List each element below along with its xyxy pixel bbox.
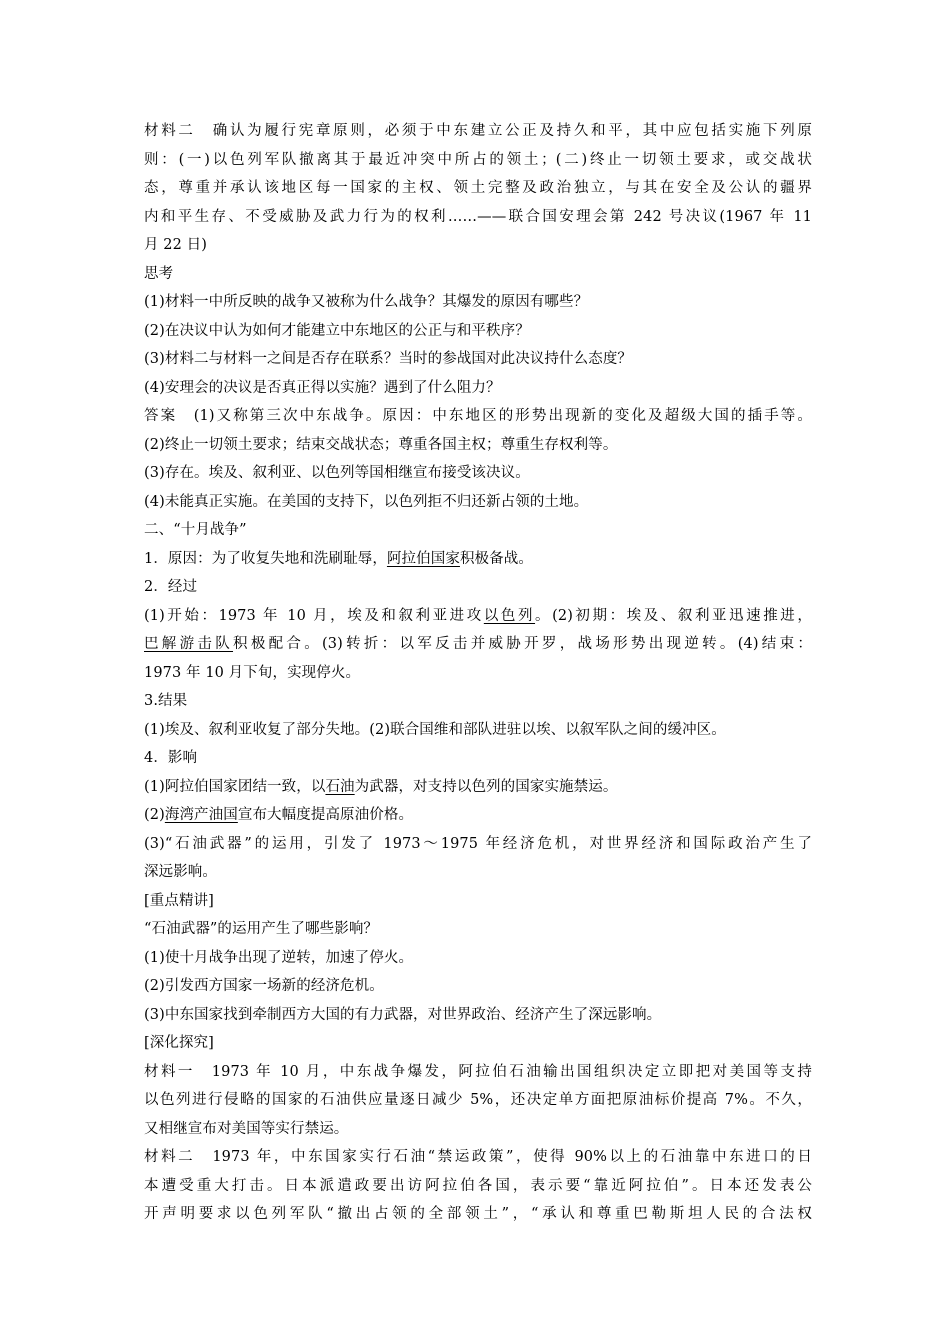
text-line: 又相继宣布对美国等实行禁运。 [144,1120,349,1137]
text-segment: 为武器，对支持以色列的国家实施禁运。 [354,778,618,795]
text-segment: (2) [144,807,165,823]
text-line [144,602,812,631]
text-line [144,630,812,659]
question-item: (3)材料二与材料一之间是否存在联系？当时的参战国对此决议持什么态度？ [144,351,633,367]
answer-item: (4)未能真正实施。在美国的支持下，以色列拒不归还新占领的土地。 [144,493,589,510]
text-line: 以色列进行侵略的国家的石油供应量逐日减少 5%，还决定单方面把原油标价提高 7%。不久， [144,1092,812,1108]
text-line: 1973 年 10 月下旬，实现停火。 [144,664,361,681]
text-line: 深远影响。 [144,864,217,880]
text-line [144,801,812,830]
text-segment: 1．原因：为了收复失地和洗刷耻辱， [144,550,387,567]
answer-item: (3)存在。埃及、叙利亚、以色列等国相继宣布接受该决议。 [144,465,530,481]
document-body [144,117,812,1229]
text-line: 材料一 1973 年 10 月，中东战争爆发，阿拉伯石油输出国组织决定立即把对美国等支持 [144,1063,812,1080]
text-line: 则：(一)以色列军队撤离其于最近冲突中所占的领土；(二)终止一切领土要求，或交战状 [144,151,812,168]
answer-item: 答案 (1)又称第三次中东战争。原因：中东地区的形势出现新的变化及超级大国的插手等。 [144,408,812,424]
text-line: 月 22 日) [144,237,208,253]
underlined-term: 阿拉伯国家 [386,550,460,567]
underlined-term: 海湾产油国 [164,807,238,823]
underlined-term: 石油 [325,778,355,795]
question-item: (2)在决议中认为如何才能建立中东地区的公正与和平秩序？ [144,322,530,339]
text-line [144,773,812,802]
text-segment: 宣布大幅度提高原油价格。 [237,807,414,823]
answer-item: (2)终止一切领土要求；结束交战状态；尊重各国主权；尊重生存权利等。 [144,436,618,453]
text-line: (1)埃及、叙利亚收复了部分失地。(2)联合国维和部队进驻以埃、以叙军队之间的缓冲区。 [144,721,726,738]
section-heading: 4．影响 [144,750,198,766]
section-heading: 二、“十月战争” [144,522,247,538]
text-line: 内和平生存、不受威胁及武力行为的权利……——联合国安理会第 242 号决议(1967 年 11 [144,208,812,225]
section-heading: 3.结果 [144,693,188,709]
section-heading: [深化探究] [144,1035,214,1051]
text-line: (3)“石油武器”的运用，引发了 1973～1975 年经济危机，对世界经济和国际政治产生了 [144,835,812,852]
text-line: “石油武器”的运用产生了哪些影响？ [144,921,379,937]
section-heading: [重点精讲] [144,892,214,909]
underlined-term: 以色列 [483,607,536,624]
section-heading: 2．经过 [144,579,198,595]
text-segment: (1)阿拉伯国家团结一致，以 [144,778,326,795]
underlined-term: 巴解游击队 [144,636,234,652]
text-line: (2)引发西方国家一场新的经济危机。 [144,978,384,994]
text-line: (3)中东国家找到牵制西方大国的有力武器，对世界政治、经济产生了深远影响。 [144,1006,662,1023]
text-line [144,545,812,574]
text-line: 开声明要求以色列军队“撤出占领的全部领土”，“承认和尊重巴勒斯坦人民的合法权 [144,1206,812,1222]
text-segment: 。(2)初期：埃及、叙利亚迅速推进， [535,607,812,624]
text-line: 态，尊重并承认该地区每一国家的主权、领土完整及政治独立，与其在安全及公认的疆界 [144,180,812,196]
section-heading: 思考 [144,265,174,282]
text-line: (1)使十月战争出现了逆转，加速了停火。 [144,949,414,966]
question-item: (4)安理会的决议是否真正得以实施？遇到了什么阻力？ [144,379,501,396]
text-segment: 积极备战。 [459,550,533,567]
text-line: 材料二 1973 年，中东国家实行石油“禁运政策”，使得 90%以上的石油靠中东进口的日 [144,1149,812,1165]
text-line: 本遭受重大打击。日本派遣政要出访阿拉伯各国，表示要“靠近阿拉伯”。日本还发表公 [144,1177,812,1194]
text-segment: 积极配合。(3)转折：以军反击并威胁开罗，战场形势出现逆转。(4)结束： [233,636,812,652]
text-line: 材料二 确认为履行宪章原则，必须于中东建立公正及持久和平，其中应包括实施下列原 [144,123,812,139]
text-segment: (1)开始：1973 年 10 月，埃及和叙利亚进攻 [144,607,484,624]
question-item: (1)材料一中所反映的战争又被称为什么战争？其爆发的原因有哪些？ [144,294,589,310]
